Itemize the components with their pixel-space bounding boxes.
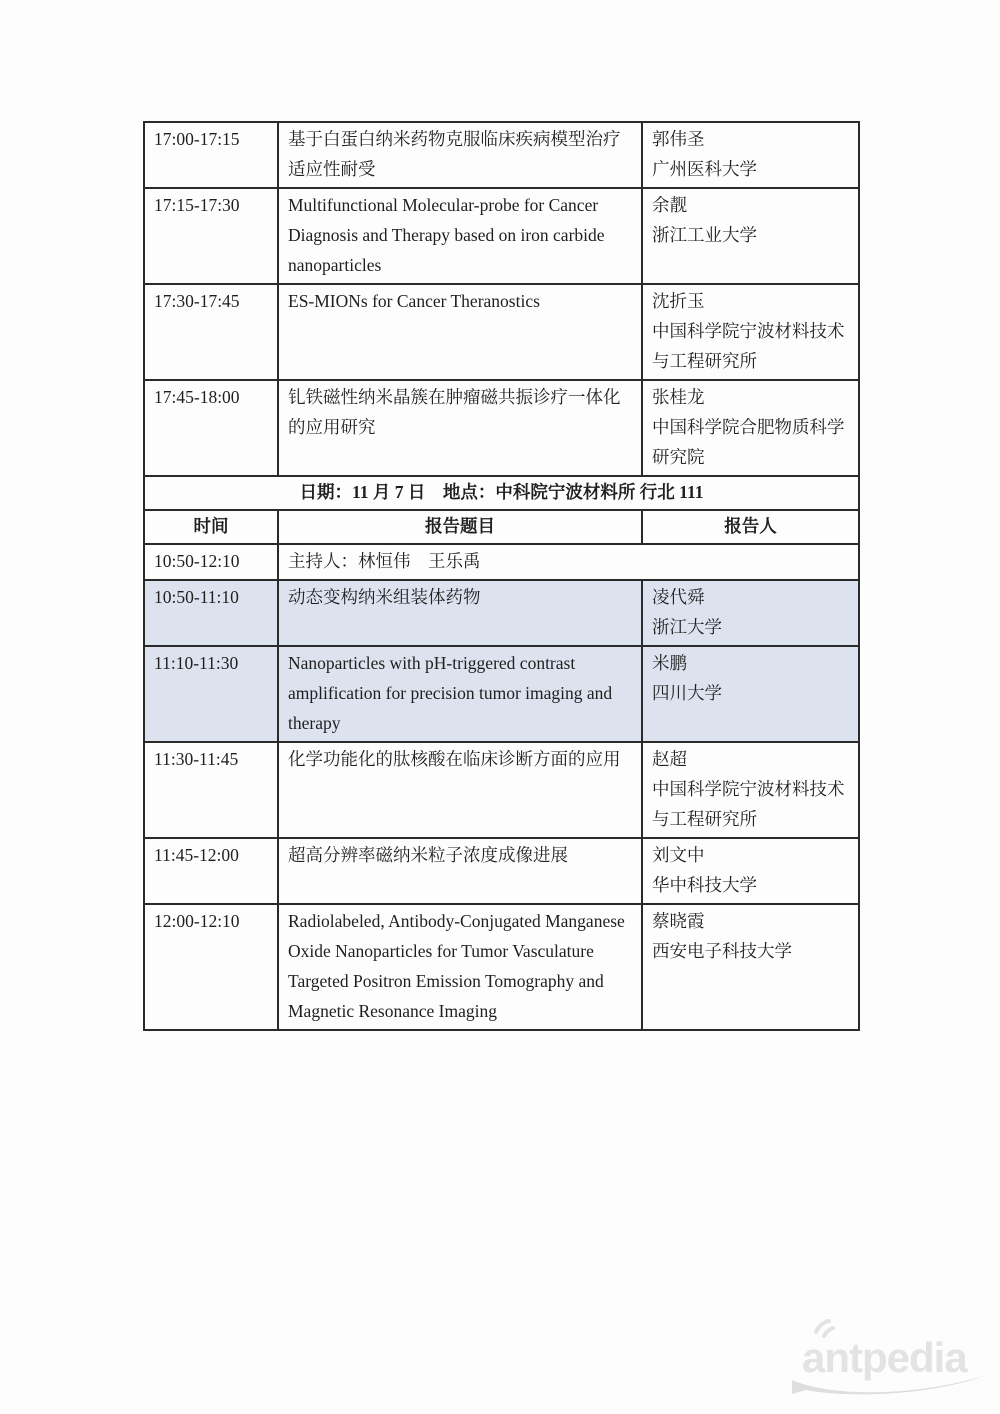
section-header-row bbox=[144, 476, 859, 510]
time-cell: 17:15-17:30 bbox=[144, 188, 278, 284]
speaker-affiliation: 四川大学 bbox=[652, 683, 722, 703]
talk-title-cell: 动态变构纳米组装体药物 bbox=[278, 580, 642, 646]
time-cell: 10:50-11:10 bbox=[144, 580, 278, 646]
speaker-affiliation: 中国科学院合肥物质科学研究院 bbox=[652, 417, 845, 467]
speaker-cell bbox=[642, 580, 859, 646]
talk-title-cell: 超高分辨率磁纳米粒子浓度成像进展 bbox=[278, 838, 642, 904]
speaker-cell bbox=[642, 646, 859, 742]
speaker-cell bbox=[642, 742, 859, 838]
talk-title-cell: 基于白蛋白纳米药物克服临床疾病模型治疗适应性耐受 bbox=[278, 122, 642, 188]
table-row bbox=[144, 742, 859, 838]
speaker-affiliation: 广州医科大学 bbox=[652, 159, 757, 179]
speaker-affiliation: 西安电子科技大学 bbox=[652, 941, 792, 961]
time-cell: 17:30-17:45 bbox=[144, 284, 278, 380]
speaker-name: 米鹏 bbox=[652, 653, 687, 673]
speaker-name: 刘文中 bbox=[652, 845, 705, 865]
speaker-affiliation: 华中科技大学 bbox=[652, 875, 757, 895]
title-column-header: 报告题目 bbox=[278, 510, 642, 544]
talk-title-cell: ES-MIONs for Cancer Theranostics bbox=[278, 284, 642, 380]
speaker-name: 张桂龙 bbox=[652, 387, 705, 407]
speaker-name: 郭伟圣 bbox=[652, 129, 705, 149]
table-row bbox=[144, 904, 859, 1030]
speaker-name: 凌代舜 bbox=[652, 587, 705, 607]
time-column-header: 时间 bbox=[144, 510, 278, 544]
speaker-name: 蔡晓霞 bbox=[652, 911, 705, 931]
table-row bbox=[144, 380, 859, 476]
speaker-name: 沈折玉 bbox=[652, 291, 705, 311]
speaker-affiliation: 中国科学院宁波材料技术与工程研究所 bbox=[652, 779, 845, 829]
talk-title-cell: Multifunctional Molecular-probe for Cancer Diagnosis and Therapy based on iron carbide nanoparticles bbox=[278, 188, 642, 284]
speaker-affiliation: 中国科学院宁波材料技术与工程研究所 bbox=[652, 321, 845, 371]
antpedia-watermark bbox=[788, 1316, 993, 1406]
speaker-name: 赵超 bbox=[652, 749, 687, 769]
table-row-highlighted bbox=[144, 646, 859, 742]
table-row bbox=[144, 188, 859, 284]
talk-title-cell: 钆铁磁性纳米晶簇在肿瘤磁共振诊疗一体化的应用研究 bbox=[278, 380, 642, 476]
speaker-affiliation: 浙江大学 bbox=[652, 617, 722, 637]
conference-schedule-table bbox=[143, 121, 860, 1031]
speaker-cell bbox=[642, 188, 859, 284]
time-cell: 17:45-18:00 bbox=[144, 380, 278, 476]
table-row bbox=[144, 122, 859, 188]
speaker-cell bbox=[642, 904, 859, 1030]
speaker-cell bbox=[642, 838, 859, 904]
table-row-highlighted bbox=[144, 580, 859, 646]
speaker-cell bbox=[642, 284, 859, 380]
time-cell: 11:45-12:00 bbox=[144, 838, 278, 904]
column-header-row bbox=[144, 510, 859, 544]
date-location-header: 日期：11 月 7 日 地点：中科院宁波材料所 行北 111 bbox=[144, 476, 859, 510]
talk-title-cell: 化学功能化的肽核酸在临床诊断方面的应用 bbox=[278, 742, 642, 838]
time-cell: 17:00-17:15 bbox=[144, 122, 278, 188]
speaker-cell bbox=[642, 122, 859, 188]
table-row bbox=[144, 838, 859, 904]
time-cell: 10:50-12:10 bbox=[144, 544, 278, 580]
talk-title-cell: Nanoparticles with pH-triggered contrast amplification for precision tumor imaging and therapy bbox=[278, 646, 642, 742]
speaker-affiliation: 浙江工业大学 bbox=[652, 225, 757, 245]
speaker-name: 余靓 bbox=[652, 195, 687, 215]
session-chair-cell: 主持人：林恒伟 王乐禹 bbox=[278, 544, 859, 580]
time-cell: 12:00-12:10 bbox=[144, 904, 278, 1030]
time-cell: 11:10-11:30 bbox=[144, 646, 278, 742]
session-chair-row bbox=[144, 544, 859, 580]
watermark-wordmark: antpedia bbox=[802, 1334, 967, 1381]
talk-title-cell: Radiolabeled, Antibody-Conjugated Manganese Oxide Nanoparticles for Tumor Vasculature Targeted Positron Emission Tomography and Magnetic Resonance Imaging bbox=[278, 904, 642, 1030]
speaker-column-header: 报告人 bbox=[642, 510, 859, 544]
time-cell: 11:30-11:45 bbox=[144, 742, 278, 838]
table-row bbox=[144, 284, 859, 380]
speaker-cell bbox=[642, 380, 859, 476]
